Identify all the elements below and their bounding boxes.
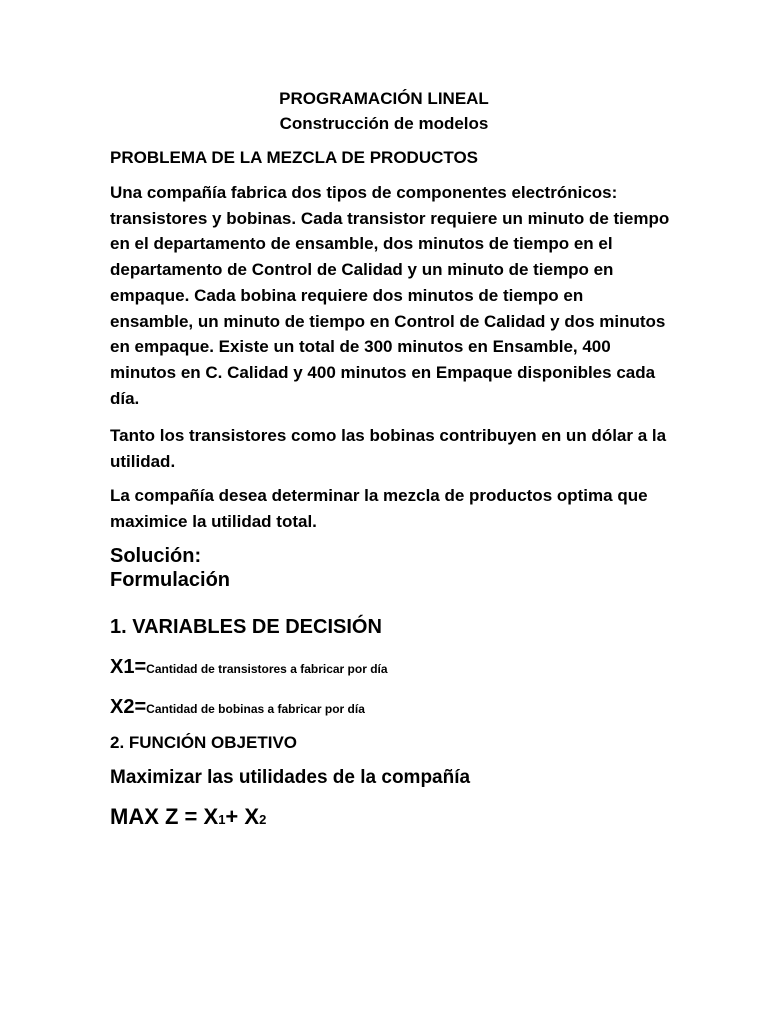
objective-title: 2. FUNCIÓN OBJETIVO [110,733,298,752]
variables-title: 1. VARIABLES DE DECISIÓN [110,616,382,638]
variable-description: Cantidad de transistores a fabricar por día [146,662,388,676]
formula-subscript-1: 1 [218,812,226,827]
formula-subscript-2: 2 [259,812,267,827]
document-subtitle: Construcción de modelos [279,114,489,133]
variable-x1 [110,656,388,679]
document-title: PROGRAMACIÓN LINEAL [279,89,489,108]
formula-middle: + X [225,804,260,829]
variable-name: X1= [110,656,147,678]
solution-label: Solución: [110,545,202,567]
problem-paragraph-2: Tanto los transistores como las bobinas contribuyen en un dólar a la utilidad. [110,426,667,471]
problem-title: PROBLEMA DE LA MEZCLA DE PRODUCTOS [110,148,479,167]
formula-prefix: MAX Z = X [110,804,219,829]
objective-description: Maximizar las utilidades de la compañía [110,767,471,788]
objective-formula [110,804,266,830]
solution-heading [110,544,230,592]
problem-paragraph-1: Una compañía fabrica dos tipos de componentes electrónicos: transistores y bobinas. Cada transistor requiere un minuto de tiempo en el departamento de ensamble, dos minutos de tiempo en el departamento de Control de Calidad y un minuto de tiempo en empaque. Cada bobina requiere dos minutos de tiempo en ensamble, un minuto de tiempo en Control de Calidad y dos minutos en empaque. Existe un total de 300 minutos en Ensamble, 400 minutos en C. Calidad y 400 minutos en Empaque disponibles cada día. [110,183,670,408]
variable-name: X2= [110,696,147,718]
problem-paragraph-3: La compañía desea determinar la mezcla de productos optima que maximice la utilidad total. [110,486,648,531]
variable-description: Cantidad de bobinas a fabricar por día [146,702,365,716]
variable-x2 [110,696,365,719]
formulation-label: Formulación [110,569,231,591]
